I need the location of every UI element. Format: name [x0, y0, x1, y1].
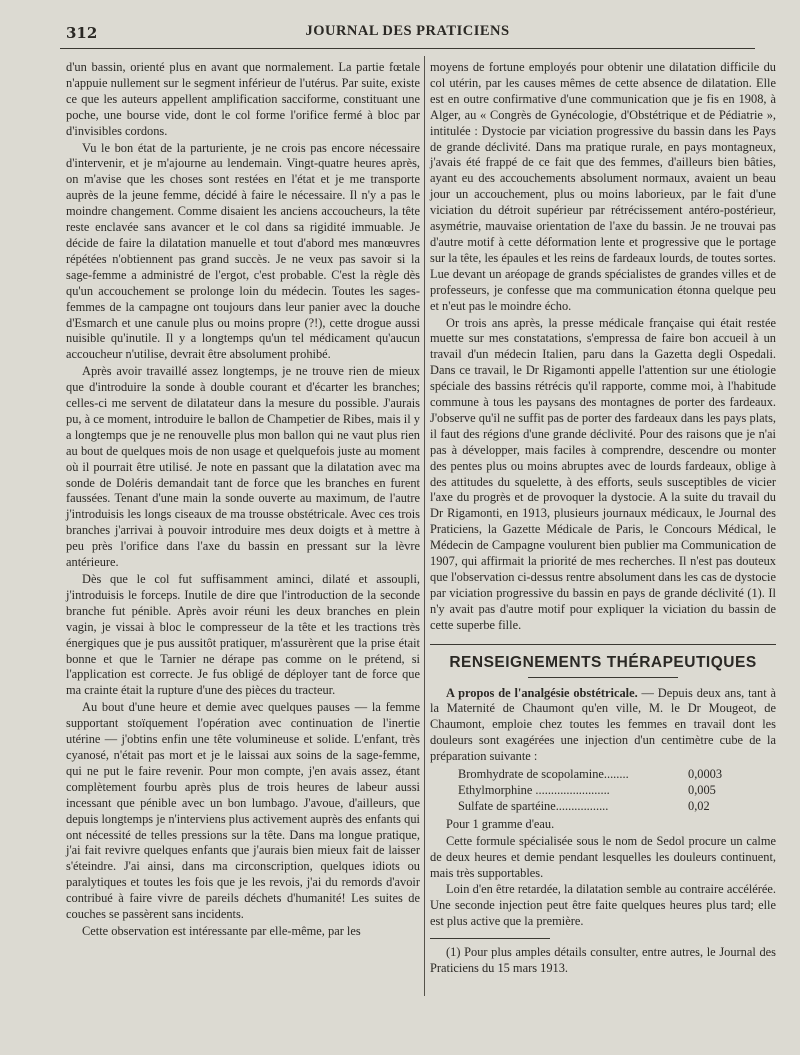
formula: [458, 767, 776, 815]
paragraph: Or trois ans après, la presse médicale française qui était restée muette sur mes constatations, s'empressa de faire bon accueil à un travail d'un médecin Italien, paru dans la Gazetta degli Ospedali. Dans ce travail, le Dr Rigamonti appelle l'attention sur une étiologie spéciale des bassins rétrécis qu'il rapporte, comme moi, à l'habitude commune à tous les paysans des montagnes de porter des fardeaux. J'observe qu'il ne suffit pas de porter des fardeaux dans les pays plats, il faut des régions d'une grande déclivité. Pour des raisons que je n'ai pas à développer, mais faciles à comprendre, descendre ou monter des pentes plus ou moins abruptes avec de lourds fardeaux, oblige à des attitudes du squelette, à des efforts, seuls susceptibles de vicier l'axe du progrès et de provoquer la dystocie. A la suite du travail du Dr Rigamonti, en 1913, plusieurs journaux médicaux, le Journal des Praticiens, la Gazette Médicale de Paris, le Concours Médical, le Médecin de Campagne voulurent bien publier ma Communication de 1907, qui affirmait la priorité de mes recherches. Il n'est pas douteux que l'observation ci-dessus rentre absolument dans les cas de dystocie par viciation progressive du bassin en pays de grande déclivité (1). Il n'y avait pas d'autre motif pour expliquer la viciation du bassin de cette superbe fille.: [430, 315, 776, 632]
section-lead: A propos de l'analgésie obstétricale.: [446, 685, 638, 700]
paragraph: d'un bassin, orienté plus en avant que normalement. La partie fœtale n'appuie nullement sur le segment inférieur de l'utérus. Par suite, existe ce que les auteurs appellent amplification sacciforme, constituant une poche, une bourse vide, dont le col forme l'orifice fermé à bloc par d'invisibles cordons.: [66, 60, 420, 138]
formula-row: [458, 799, 776, 815]
right-column: [430, 60, 776, 978]
formula-row: [458, 783, 776, 799]
paragraph: Vu le bon état de la parturiente, je ne crois pas encore nécessaire d'intervenir, et je m'ajourne au lendemain. Vingt-quatre heures après, on m'avise que les choses sont restées en l'état et je me transporte auprès de la jeune femme, décidé à faire le nécessaire. Il n'y a pas le moindre changement. Comme disaient les anciens accoucheurs, la tête reste enclavée sans avancer et le col dans sa rigidité immuable. Je décide de faire la dilatation manuelle et tout d'abord mes manœuvres répétées n'obtiennent pas grand succès. Je ne veux pas savoir si la sage-femme a administré de l'ergot, c'est probable. C'est la règle dès qu'un accouchement se prolonge loin du médecin. Toutes les sages-femmes de la campagne ont toujours dans leur panier avec la douche d'Esmarch et une canule plus ou moins propre (?!), cette drogue aussi nuisible qu'inutile. Il y a longtemps qu'un tel médicament qu'aucun accoucheur n'utilise, devrait être absolument prohibé.: [66, 140, 420, 362]
paragraph: Loin d'en être retardée, la dilatation semble au contraire accélérée. Une seconde injection peut être faite quelques heures plus tard; elle est plus active que la première.: [430, 882, 776, 929]
paragraph: [430, 686, 776, 766]
footnote: (1) Pour plus amples détails consulter, entre autres, le Journal des Praticiens du 15 mars 1913.: [430, 945, 776, 976]
formula-dose: 0,005: [688, 782, 716, 797]
paragraph: Pour 1 gramme d'eau.: [446, 816, 555, 831]
paragraph: moyens de fortune employés pour obtenir une dilatation difficile du col utérin, par les causes mêmes de cette absence de dilatation. Elle est en outre confirmative d'une communication que je fis en 1908, à Alger, au « Congrès de Gynécologie, d'Obstétrique et de Pédiatrie », intitulée : Dystocie par viciation progressive du bassin dans les Pays de grande déclivité. Dans ma pratique rurale, en pays montagneux, j'avais été frappé de ce fait que des femmes, d'ailleurs bien bâties, ayant eu des accouchements absolument normaux, avaient un beau jour un accouchement, plus ou moins laborieux, par le fait d'une viciation du détroit supérieur par rétrécissement antéro-postérieur, asymétrie, mauvaise orientation de l'axe du bassin. Je ne trouvai pas d'autre motif à cette déformation lente et progressive que le portage sur la tête, les épaules et les reins de fardeaux lourds, de toutes sortes. Lue devant un aréopage de grands spécialistes de grandes villes et de professeurs, je confesse que ma communication étonna quelque peu et n'eut pas le moindre écho.: [430, 60, 776, 313]
paragraph-text: — Depuis deux ans, tant à la Maternité de Chaumont qu'en ville, M. le Dr Mougeot, de Chaumont, emploie chez toutes les femmes en travail dont les douleurs sont exagérées une injection d'un centimètre cube de la préparation suivante :: [430, 685, 776, 764]
formula-ingredient: Sulfate de spartéine.................: [458, 798, 609, 813]
journal-title: JOURNAL DES PRATICIENS: [305, 23, 510, 39]
paragraph: Cette observation est intéressante par elle-même, par les: [82, 923, 361, 938]
section-title: RENSEIGNEMENTS THÉRAPEUTIQUES: [430, 644, 776, 677]
formula-dose: 0,02: [688, 798, 710, 813]
formula-row: [458, 767, 776, 783]
paragraph: Dès que le col fut suffisamment aminci, dilaté et assoupli, j'introduisis le forceps. Inutile de dire que l'introduction de la seconde branche fut pénible. Après avoir réuni les deux branches en plein vagin, je vissai à bloc le compresseur de la tête et les tractions très énergiques que je pus aussitôt pratiquer, m'assurèrent que la prise était bonne et que le Tarnier ne dérape pas comme on le prétend, si l'application est correcte. Je fus obligé de déployer tant de force que ma crainte était la rupture d'une des pièces du tracteur.: [66, 572, 420, 698]
left-column: [66, 60, 420, 941]
section-rule: [528, 677, 678, 678]
formula-ingredient: Bromhydrate de scopolamine........: [458, 767, 629, 782]
page-number: 312: [66, 24, 98, 42]
page-header: [60, 20, 755, 49]
paragraph: Après avoir travaillé assez longtemps, je ne trouve rien de mieux que d'introduire la sonde à double courant et d'écarter les branches; celles-ci me servent de dilatateur dans la mesure du possible. J'aurais pu, à ce moment, introduire le ballon de Champetier de Ribes, mais il y a longtemps que je ne renouvelle plus mon ballon qui ne vaut plus rien au bout de quelques mois de non usage et quelquefois juste au moment où il pourrait être utilisé. Je note en passant que la dilatation avec ma sonde de Doléris demandait tant de force que les branches en furent faussées. Tenant d'une main la sonde ouverte au maximum, de l'autre j'introduisis les longs ciseaux de ma trousse obstétricale. Avec ces trois branches j'arrivai à pouvoir introduire mes deux doigts et à mettre à peu près l'orifice dans l'axe du bassin en pressant sur la lèvre antérieure.: [66, 364, 420, 570]
footnote-rule: [430, 938, 550, 939]
paragraph: Au bout d'une heure et demie avec quelques pauses — la femme supportant stoïquement l'opération avec continuation de l'inertie utérine — j'obtins enfin une tête volumineuse et solide. L'enfant, très cyanosé, n'était pas mort et je le laissai aux soins de la sage-femme, qui ne put le faire revenir. Pour mon compte, j'en avais assez, étant complètement fourbu après plus de trois heures de labeur aussi incessant que pénible avec un bon lumbago. J'avoue, d'ailleurs, que depuis longtemps je n'interviens plus activement auprès des enfants qui ont nécessité de telles pressions sur la tête. Dans ma longue pratique, j'ai fait revivre quelques enfants que j'aurais bien mieux fait de laisser s'éteindre. J'ai ainsi, dans ma circonscription, quelques idiots ou paralytiques et toutes les fois que je les revois, j'ai du remords d'avoir contribué à faire vivre de pareils déchets d'humanité! Les suites de couches se passèrent sans incidents.: [66, 700, 420, 922]
formula-ingredient: Ethylmorphine ........................: [458, 782, 610, 797]
column-divider: [424, 56, 425, 996]
paragraph: Cette formule spécialisée sous le nom de Sedol procure un calme de deux heures et demie pendant lesquelles les douleurs continuent, mais très supportables.: [430, 833, 776, 880]
formula-dose: 0,0003: [688, 767, 723, 782]
